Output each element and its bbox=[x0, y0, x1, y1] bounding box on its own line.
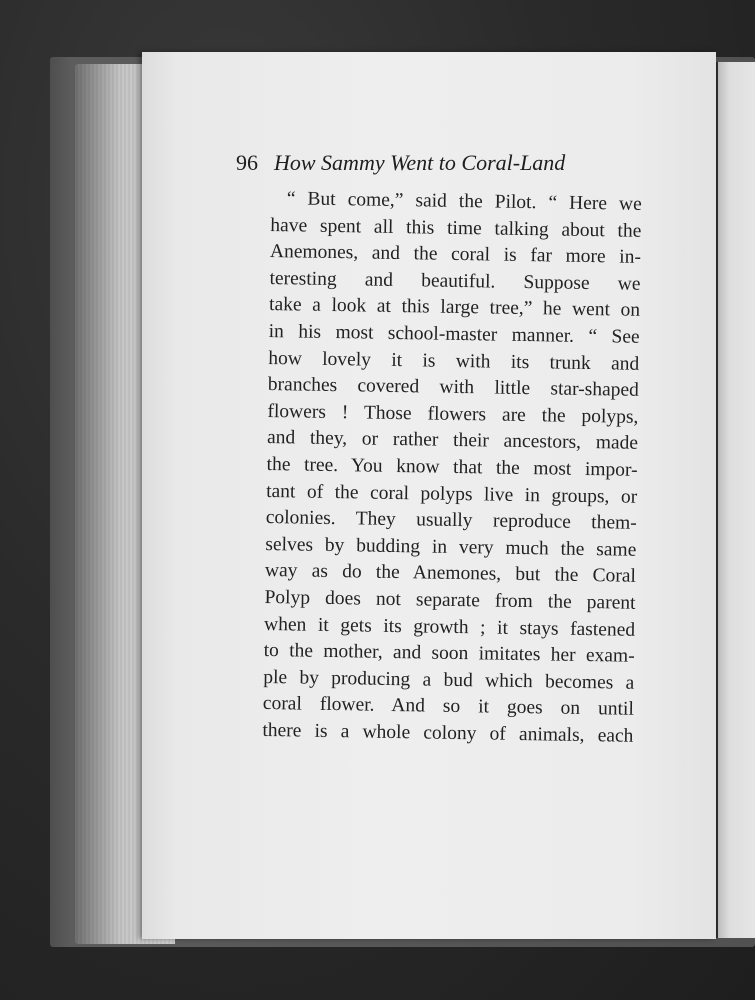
text-line: the tree. You know that the most impor- bbox=[266, 453, 638, 481]
text-line: take a look at this large tree,” he went on bbox=[268, 294, 641, 322]
text-line: teresting and beautiful. Suppose we bbox=[269, 267, 641, 295]
text-line: Anemones, and the coral is far more in- bbox=[269, 241, 642, 269]
text-line: coral flower. And so it goes on until bbox=[262, 693, 634, 721]
text-line: and they, or rather their ancestors, made bbox=[266, 427, 639, 455]
body-text bbox=[262, 186, 642, 750]
text-line: when it gets its growth ; it stays fastened bbox=[263, 613, 636, 641]
page-header bbox=[236, 150, 636, 184]
text-line: there is a whole colony of animals, each bbox=[262, 719, 634, 747]
text-line: in his most school-master manner. “ See bbox=[268, 320, 640, 348]
text-line: to the mother, and soon imitates her exam- bbox=[263, 640, 635, 667]
running-title: How Sammy Went to Coral-Land bbox=[274, 150, 566, 175]
text-line: have spent all this time talking about the bbox=[270, 214, 642, 242]
page-number: 96 bbox=[236, 150, 258, 175]
text-line: how lovely it is with its trunk and bbox=[268, 347, 640, 375]
text-line: flowers ! Those flowers are the polyps, bbox=[267, 400, 639, 428]
text-line: “ But come,” said the Pilot. “ Here we bbox=[286, 188, 642, 215]
text-line: selves by budding in very much the same bbox=[265, 533, 637, 561]
text-line: way as do the Anemones, but the Coral bbox=[264, 560, 637, 588]
text-line: tant of the coral polyps live in groups, or bbox=[266, 480, 638, 508]
facing-page-edge bbox=[716, 62, 755, 938]
text-line: ple by producing a bud which becomes a bbox=[263, 666, 635, 694]
text-line: colonies. They usually reproduce them- bbox=[265, 507, 637, 534]
text-line: Polyp does not separate from the parent bbox=[264, 586, 636, 614]
text-line: branches covered with little star-shaped bbox=[267, 374, 639, 401]
